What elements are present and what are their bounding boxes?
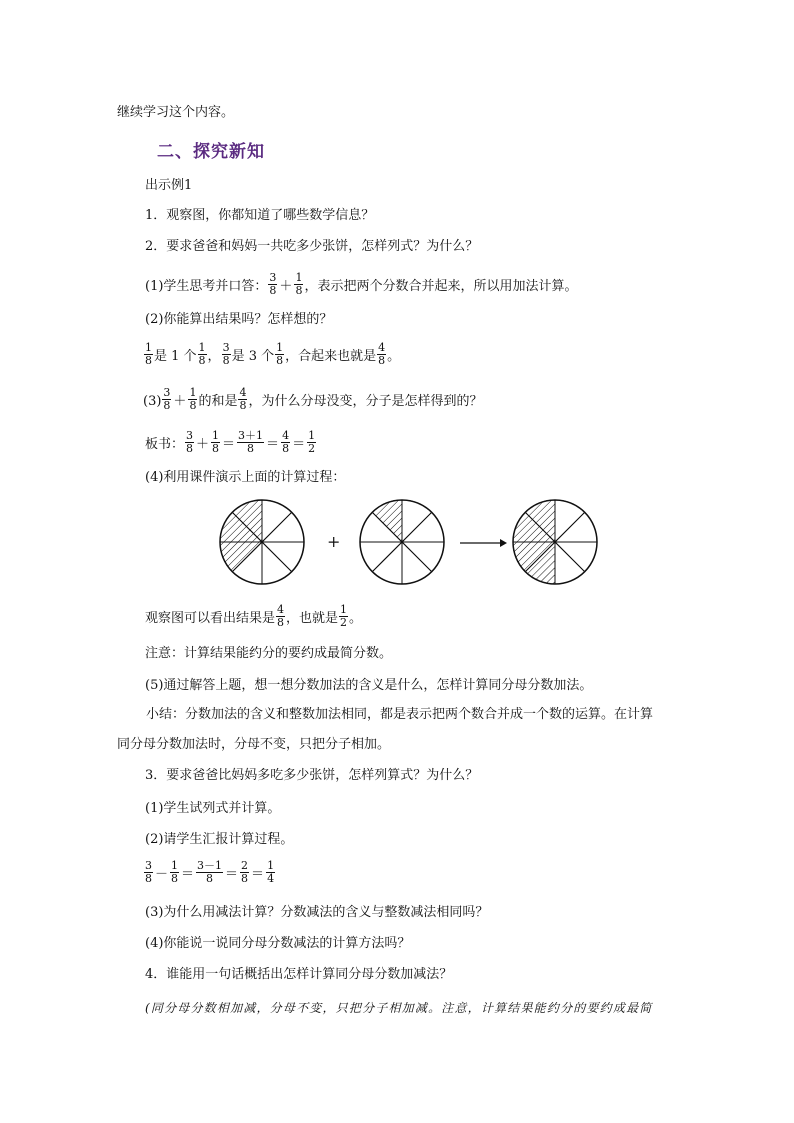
observe-mid: ，也就是	[286, 611, 339, 626]
step-1-suffix: ，表示把两个分数合并起来，所以用加法计算。	[304, 279, 578, 294]
equals-sign: ＝	[266, 437, 280, 452]
step-1-prefix: (1)学生思考并口答：	[145, 279, 268, 294]
step-3-suffix: ，为什么分母没变，分子是怎样得到的？	[248, 394, 483, 409]
fraction-one-eighth: $\frac{1}{8}$	[171, 859, 179, 885]
board-label: 板书：	[145, 437, 185, 452]
equals-sign: ＝	[181, 867, 195, 882]
plus-operator: ＋	[196, 437, 210, 452]
question-4: 4．谁能用一句话概括出怎样计算同分母分数加减法？	[145, 967, 453, 982]
fraction-three-eighths: $\frac{3}{8}$	[186, 429, 194, 455]
equals-sign: ＝	[292, 437, 306, 452]
reasoning-line	[143, 341, 401, 369]
fraction-difference-expression: $\frac{3-1}{8}$	[197, 859, 223, 885]
question-3: 3．要求爸爸比妈妈多吃多少张饼，怎样列算式？为什么？	[145, 768, 479, 783]
unshaded-slice	[555, 542, 585, 584]
shaded-slice	[372, 500, 402, 542]
question-3-step-3: (3)为什么用减法计算？分数减法的含义与整数减法相同吗？	[145, 905, 489, 920]
equals-sign: ＝	[225, 867, 239, 882]
fraction-one-half: $\frac{1}{2}$	[308, 429, 316, 455]
step-3-line	[143, 386, 483, 414]
reasoning-text-5: 。	[387, 349, 401, 364]
step-2-text: (2)你能算出结果吗？怎样想的？	[145, 312, 333, 327]
unshaded-slice	[262, 512, 304, 542]
fraction-two-eighths: $\frac{2}{8}$	[241, 859, 249, 885]
fraction-one-eighth: $\frac{1}{8}$	[189, 386, 197, 412]
unshaded-slice	[402, 500, 432, 542]
reasoning-text-1: 是 1 个	[154, 349, 197, 364]
plus-operator: ＋	[173, 394, 187, 409]
intro-continue-text: 继续学习这个内容。	[117, 105, 235, 120]
arrow-icon	[458, 537, 508, 549]
plus-operator: ＋	[279, 279, 293, 294]
example-label: 出示例1	[145, 178, 193, 193]
observe-suffix: 。	[349, 611, 363, 626]
diagram-plus-sign: +	[327, 532, 341, 551]
unshaded-slice	[555, 512, 597, 542]
fraction-three-eighths: $\frac{3}{8}$	[145, 859, 152, 885]
summary-paragraph: 小结：分数加法的含义和整数加法相同，都是表示把两个数合并成一个数的运算。在计算同分母分数加法时，分母不变，只把分子相加。	[117, 707, 654, 752]
unshaded-slice	[402, 542, 432, 584]
equals-sign: ＝	[251, 867, 265, 882]
question-1: 1．观察图，你都知道了哪些数学信息？	[145, 208, 375, 223]
three-eighths-pie	[218, 498, 306, 586]
observe-prefix: 观察图可以看出结果是	[145, 611, 276, 626]
fraction-four-eighths: $\frac{4}{8}$	[282, 429, 290, 455]
fraction-one-half: $\frac{1}{2}$	[340, 603, 348, 629]
unshaded-slice	[262, 500, 292, 542]
fraction-three-eighths: $\frac{3}{8}$	[163, 386, 171, 412]
question-3-step-4: (4)你能说一说同分母分数减法的计算方法吗？	[145, 936, 411, 951]
fraction-one-eighth: $\frac{1}{8}$	[212, 429, 220, 455]
fraction-one-eighth: $\frac{1}{8}$	[276, 341, 284, 367]
reasoning-text-3: 是 3 个	[231, 349, 275, 364]
four-eighths-pie	[511, 498, 599, 586]
fraction-four-eighths: $\frac{4}{8}$	[378, 341, 386, 367]
question-2: 2．要求爸爸和妈妈一共吃多少张饼，怎样列式？为什么？	[145, 239, 479, 254]
fraction-three-eighths: $\frac{3}{8}$	[269, 271, 277, 297]
step-5-text: (5)通过解答上题，想一想分数加法的含义是什么，怎样计算同分母分数加法。	[145, 678, 593, 693]
step-3-prefix: (3)	[143, 394, 162, 409]
unshaded-slice	[555, 542, 597, 572]
step-3-mid: 的和是	[198, 394, 238, 409]
step-1-line	[145, 271, 578, 299]
unshaded-slice	[262, 542, 292, 584]
section-heading: 二、探究新知	[157, 142, 265, 162]
fraction-sum-expression: $\frac{3+1}{8}$	[238, 429, 264, 455]
question-3-step-2: (2)请学生汇报计算过程。	[145, 832, 294, 847]
unshaded-slice	[402, 512, 444, 542]
minus-operator: －	[155, 867, 169, 882]
reasoning-text-4: ，合起来也就是	[285, 349, 377, 364]
fraction-one-quarter: $\frac{1}{4}$	[267, 859, 275, 885]
fraction-four-eighths: $\frac{4}{8}$	[277, 603, 285, 629]
fraction-one-eighth: $\frac{1}{8}$	[145, 341, 152, 367]
reasoning-text-2: ，	[207, 349, 221, 364]
unshaded-slice	[402, 542, 444, 572]
unshaded-slice	[372, 542, 402, 584]
note-text: 注意：计算结果能约分的要约成最简分数。	[145, 646, 393, 661]
fraction-one-eighth: $\frac{1}{8}$	[295, 271, 303, 297]
one-eighth-pie	[358, 498, 446, 586]
final-note: (同分母分数相加减，分母不变，只把分子相加减。注意，计算结果能约分的要约成最简	[145, 1001, 653, 1015]
board-writing-line	[145, 429, 317, 457]
unshaded-slice	[360, 542, 402, 572]
unshaded-slice	[262, 542, 304, 572]
unshaded-slice	[555, 500, 585, 542]
subtraction-line	[143, 859, 276, 887]
fraction-one-eighth: $\frac{1}{8}$	[198, 341, 206, 367]
observe-line	[145, 603, 363, 631]
fraction-three-eighths: $\frac{3}{8}$	[222, 341, 230, 367]
question-3-step-1: (1)学生试列式并计算。	[145, 801, 281, 816]
shaded-slice	[220, 542, 262, 572]
step-4-text: (4)利用课件演示上面的计算过程：	[145, 470, 346, 485]
equals-sign: ＝	[222, 437, 236, 452]
fraction-four-eighths: $\frac{4}{8}$	[239, 386, 247, 412]
